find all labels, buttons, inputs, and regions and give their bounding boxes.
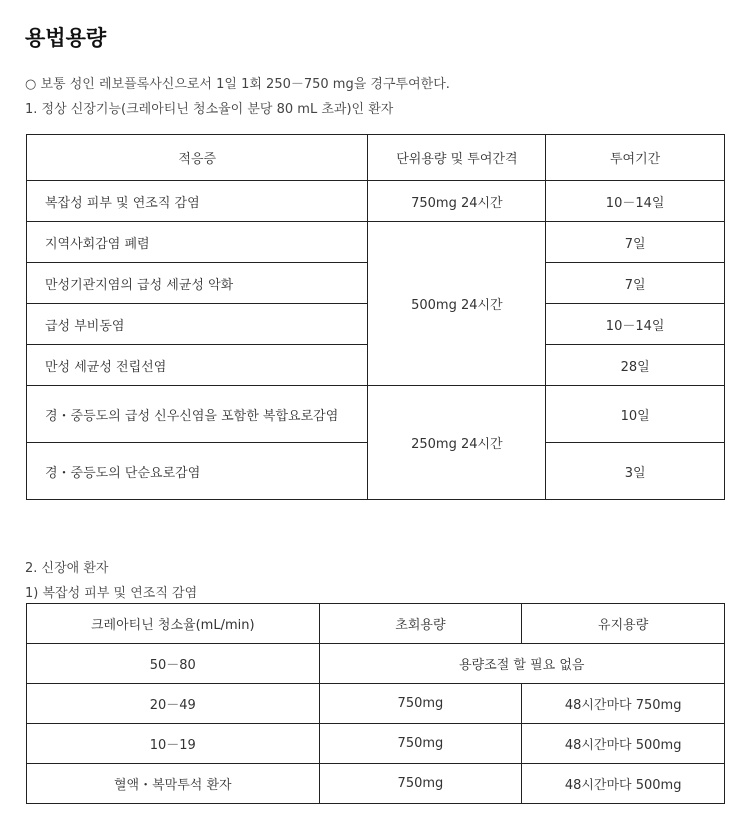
header-clearance: 크레아티닌 청소율(mL/min) bbox=[27, 604, 320, 644]
initial-dose-cell: 750mg bbox=[319, 764, 522, 804]
duration-cell: 10－14일 bbox=[546, 304, 725, 345]
table-header-row bbox=[27, 604, 725, 644]
duration-cell: 3일 bbox=[546, 443, 725, 500]
dose-cell: 250mg 24시간 bbox=[368, 386, 546, 500]
table-row bbox=[27, 724, 725, 764]
page-title: 용법용량 bbox=[25, 26, 107, 50]
indication-cell: 만성 세균성 전립선염 bbox=[27, 345, 368, 386]
dose-cell: 750mg 24시간 bbox=[368, 181, 546, 222]
duration-cell: 7일 bbox=[546, 263, 725, 304]
table-row bbox=[27, 684, 725, 724]
maintenance-dose-cell: 48시간마다 500mg bbox=[522, 724, 725, 764]
maintenance-dose-cell: 48시간마다 750mg bbox=[522, 684, 725, 724]
clearance-cell: 10－19 bbox=[27, 724, 320, 764]
clearance-cell: 혈액・복막투석 환자 bbox=[27, 764, 320, 804]
section2-subtitle: 1) 복잡성 피부 및 연조직 감염 bbox=[25, 586, 198, 601]
indication-cell: 경・중등도의 단순요로감염 bbox=[27, 443, 368, 500]
section2-title: 2. 신장애 환자 bbox=[25, 561, 109, 576]
header-indication: 적응증 bbox=[27, 135, 368, 181]
table-row bbox=[27, 222, 725, 263]
duration-cell: 28일 bbox=[546, 345, 725, 386]
section1-title: 1. 정상 신장기능(크레아티닌 청소율이 분당 80 mL 초과)인 환자 bbox=[25, 102, 394, 117]
clearance-cell: 20－49 bbox=[27, 684, 320, 724]
clearance-cell: 50－80 bbox=[27, 644, 320, 684]
header-dose-interval: 단위용량 및 투여간격 bbox=[368, 135, 546, 181]
maintenance-dose-cell: 48시간마다 500mg bbox=[522, 764, 725, 804]
header-maintenance-dose: 유지용량 bbox=[522, 604, 725, 644]
duration-cell: 10－14일 bbox=[546, 181, 725, 222]
duration-cell: 7일 bbox=[546, 222, 725, 263]
indication-cell: 만성기관지염의 급성 세균성 악화 bbox=[27, 263, 368, 304]
no-adjustment-cell: 용량조절 할 필요 없음 bbox=[319, 644, 724, 684]
table-row bbox=[27, 764, 725, 804]
table-row bbox=[27, 386, 725, 443]
duration-cell: 10일 bbox=[546, 386, 725, 443]
table-header-row bbox=[27, 135, 725, 181]
table-row bbox=[27, 644, 725, 684]
header-duration: 투여기간 bbox=[546, 135, 725, 181]
initial-dose-cell: 750mg bbox=[319, 724, 522, 764]
indication-cell: 지역사회감염 폐렴 bbox=[27, 222, 368, 263]
intro-text: ○ 보통 성인 레보플록사신으로서 1일 1회 250－750 mg을 경구투여한다. bbox=[25, 77, 450, 92]
dose-cell: 500mg 24시간 bbox=[368, 222, 546, 386]
table-row bbox=[27, 181, 725, 222]
renal-impairment-dosage-table bbox=[26, 603, 725, 804]
indication-cell: 경・중등도의 급성 신우신염을 포함한 복합요로감염 bbox=[27, 386, 368, 443]
normal-renal-dosage-table bbox=[26, 134, 725, 500]
header-initial-dose: 초회용량 bbox=[319, 604, 522, 644]
indication-cell: 급성 부비동염 bbox=[27, 304, 368, 345]
initial-dose-cell: 750mg bbox=[319, 684, 522, 724]
indication-cell: 복잡성 피부 및 연조직 감염 bbox=[27, 181, 368, 222]
